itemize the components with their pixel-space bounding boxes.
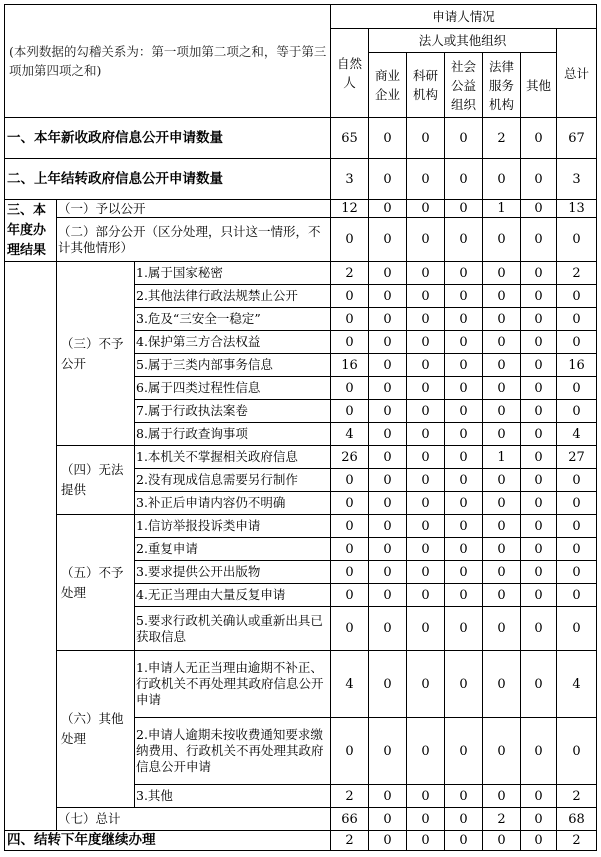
value-public-welfare: 0: [445, 785, 483, 808]
value-legal-service: 0: [483, 218, 521, 262]
value-business: 0: [369, 262, 407, 285]
value-research: 0: [407, 492, 445, 515]
value-other: 0: [521, 285, 557, 308]
value-business: 0: [369, 808, 407, 831]
value-legal-service: 0: [483, 308, 521, 331]
value-total: 16: [557, 354, 597, 377]
legal-group-header: 法人或其他组织: [369, 29, 557, 53]
table-row: [5, 218, 597, 262]
item-label: 1.信访举报投诉类申请: [135, 515, 331, 538]
item-label: 1.属于国家秘密: [135, 262, 331, 285]
value-natural-person: 0: [331, 469, 369, 492]
value-other: 0: [521, 331, 557, 354]
value-total: 4: [557, 651, 597, 718]
row-label: 二、上年结转政府信息公开申请数量: [5, 159, 331, 200]
value-natural-person: 0: [331, 377, 369, 400]
value-legal-service: 0: [483, 469, 521, 492]
section3-blank: [5, 262, 57, 831]
value-legal-service: 0: [483, 584, 521, 607]
value-research: 0: [407, 354, 445, 377]
value-business: 0: [369, 377, 407, 400]
table-row: [5, 515, 597, 538]
table-row: [5, 200, 597, 218]
col-header-other: 其他: [521, 53, 557, 118]
value-total: 0: [557, 584, 597, 607]
value-natural-person: 0: [331, 218, 369, 262]
value-public-welfare: 0: [445, 377, 483, 400]
value-public-welfare: 0: [445, 331, 483, 354]
value-total: 2: [557, 831, 597, 851]
applicant-info-header: 申请人情况: [331, 5, 597, 29]
value-natural-person: 0: [331, 538, 369, 561]
value-other: 0: [521, 446, 557, 469]
item-label: 8.属于行政查询事项: [135, 423, 331, 446]
value-public-welfare: 0: [445, 159, 483, 200]
value-public-welfare: 0: [445, 808, 483, 831]
value-legal-service: 0: [483, 561, 521, 584]
value-business: 0: [369, 515, 407, 538]
row-label: 四、结转下年度继续办理: [5, 831, 331, 851]
value-total: 4: [557, 423, 597, 446]
value-legal-service: 1: [483, 200, 521, 218]
value-business: 0: [369, 285, 407, 308]
value-natural-person: 66: [331, 808, 369, 831]
value-legal-service: 0: [483, 262, 521, 285]
value-other: 0: [521, 218, 557, 262]
value-public-welfare: 0: [445, 400, 483, 423]
value-research: 0: [407, 262, 445, 285]
value-research: 0: [407, 831, 445, 851]
table-row: [5, 118, 597, 159]
value-natural-person: 4: [331, 651, 369, 718]
value-legal-service: 0: [483, 515, 521, 538]
item-label: 1.申请人无正当理由逾期不补正、行政机关不再处理其政府信息公开申请: [135, 651, 331, 718]
value-public-welfare: 0: [445, 354, 483, 377]
value-business: 0: [369, 718, 407, 785]
table-row: [5, 159, 597, 200]
row-label: （七）总计: [57, 808, 331, 831]
value-research: 0: [407, 377, 445, 400]
value-business: 0: [369, 651, 407, 718]
value-total: 0: [557, 377, 597, 400]
value-other: 0: [521, 607, 557, 651]
value-legal-service: 0: [483, 354, 521, 377]
value-other: 0: [521, 354, 557, 377]
value-research: 0: [407, 285, 445, 308]
value-natural-person: 0: [331, 285, 369, 308]
value-total: 13: [557, 200, 597, 218]
value-research: 0: [407, 423, 445, 446]
value-public-welfare: 0: [445, 446, 483, 469]
value-legal-service: 0: [483, 285, 521, 308]
value-research: 0: [407, 400, 445, 423]
value-total: 0: [557, 218, 597, 262]
group-label: （五）不予处理: [57, 515, 135, 651]
value-business: 0: [369, 308, 407, 331]
value-public-welfare: 0: [445, 285, 483, 308]
value-natural-person: 4: [331, 423, 369, 446]
value-total: 0: [557, 718, 597, 785]
value-natural-person: 0: [331, 718, 369, 785]
value-public-welfare: 0: [445, 262, 483, 285]
col-header-legal-service: 法律服务机构: [483, 53, 521, 118]
value-natural-person: 0: [331, 584, 369, 607]
col-header-public-welfare: 社会公益组织: [445, 53, 483, 118]
value-other: 0: [521, 584, 557, 607]
value-research: 0: [407, 218, 445, 262]
natural-person-header: 自然人: [331, 29, 369, 118]
item-label: 4.无正当理由大量反复申请: [135, 584, 331, 607]
value-total: 0: [557, 607, 597, 651]
value-research: 0: [407, 561, 445, 584]
value-business: 0: [369, 118, 407, 159]
group-label: （三）不予公开: [57, 262, 135, 446]
value-business: 0: [369, 538, 407, 561]
value-research: 0: [407, 331, 445, 354]
value-natural-person: 0: [331, 331, 369, 354]
value-business: 0: [369, 446, 407, 469]
value-total: 68: [557, 808, 597, 831]
table-row: [5, 651, 597, 718]
item-label: 3.危及“三安全一稳定”: [135, 308, 331, 331]
value-business: 0: [369, 561, 407, 584]
value-total: 27: [557, 446, 597, 469]
value-other: 0: [521, 308, 557, 331]
value-other: 0: [521, 785, 557, 808]
value-natural-person: 0: [331, 607, 369, 651]
value-legal-service: 0: [483, 538, 521, 561]
value-total: 0: [557, 561, 597, 584]
disclosure-table: [4, 4, 597, 851]
value-public-welfare: 0: [445, 584, 483, 607]
value-legal-service: 0: [483, 718, 521, 785]
value-natural-person: 12: [331, 200, 369, 218]
value-other: 0: [521, 159, 557, 200]
value-other: 0: [521, 718, 557, 785]
value-public-welfare: 0: [445, 469, 483, 492]
value-public-welfare: 0: [445, 831, 483, 851]
group-label: （四）无法提供: [57, 446, 135, 515]
value-business: 0: [369, 354, 407, 377]
item-label: 3.要求提供公开出版物: [135, 561, 331, 584]
value-other: 0: [521, 118, 557, 159]
value-research: 0: [407, 785, 445, 808]
value-public-welfare: 0: [445, 218, 483, 262]
value-business: 0: [369, 159, 407, 200]
value-legal-service: 2: [483, 118, 521, 159]
value-business: 0: [369, 492, 407, 515]
item-label: 2.没有现成信息需要另行制作: [135, 469, 331, 492]
value-legal-service: 2: [483, 808, 521, 831]
item-label: 5.属于三类内部事务信息: [135, 354, 331, 377]
value-business: 0: [369, 831, 407, 851]
value-other: 0: [521, 400, 557, 423]
value-research: 0: [407, 718, 445, 785]
value-natural-person: 3: [331, 159, 369, 200]
value-public-welfare: 0: [445, 118, 483, 159]
value-legal-service: 0: [483, 377, 521, 400]
value-public-welfare: 0: [445, 308, 483, 331]
value-business: 0: [369, 200, 407, 218]
value-public-welfare: 0: [445, 538, 483, 561]
value-total: 67: [557, 118, 597, 159]
value-research: 0: [407, 584, 445, 607]
group-label: （六）其他处理: [57, 651, 135, 808]
item-label: 2.申请人逾期未按收费通知要求缴纳费用、行政机关不再处理其政府信息公开申请: [135, 718, 331, 785]
value-total: 0: [557, 538, 597, 561]
item-label: 3.补正后申请内容仍不明确: [135, 492, 331, 515]
value-public-welfare: 0: [445, 718, 483, 785]
value-legal-service: 0: [483, 785, 521, 808]
value-research: 0: [407, 118, 445, 159]
value-other: 0: [521, 538, 557, 561]
value-legal-service: 0: [483, 400, 521, 423]
value-total: 0: [557, 515, 597, 538]
value-public-welfare: 0: [445, 515, 483, 538]
value-public-welfare: 0: [445, 607, 483, 651]
value-public-welfare: 0: [445, 492, 483, 515]
value-other: 0: [521, 831, 557, 851]
value-legal-service: 0: [483, 331, 521, 354]
header-note: (本列数据的勾稽关系为：第一项加第二项之和，等于第三项加第四项之和): [5, 5, 331, 118]
col-header-business: 商业企业: [369, 53, 407, 118]
value-research: 0: [407, 200, 445, 218]
item-label: 4.保护第三方合法权益: [135, 331, 331, 354]
value-legal-service: 0: [483, 159, 521, 200]
section3-label: 三、本年度办理结果: [5, 200, 57, 262]
row-label: 一、本年新收政府信息公开申请数量: [5, 118, 331, 159]
table-row: [5, 831, 597, 851]
value-legal-service: 0: [483, 607, 521, 651]
value-public-welfare: 0: [445, 651, 483, 718]
table-row: [5, 446, 597, 469]
value-natural-person: 2: [331, 831, 369, 851]
item-label: 3.其他: [135, 785, 331, 808]
value-total: 0: [557, 331, 597, 354]
value-natural-person: 0: [331, 308, 369, 331]
value-total: 0: [557, 469, 597, 492]
value-business: 0: [369, 331, 407, 354]
value-legal-service: 0: [483, 651, 521, 718]
value-natural-person: 0: [331, 515, 369, 538]
value-research: 0: [407, 607, 445, 651]
value-research: 0: [407, 446, 445, 469]
item-label: 2.重复申请: [135, 538, 331, 561]
value-other: 0: [521, 651, 557, 718]
value-other: 0: [521, 262, 557, 285]
value-other: 0: [521, 469, 557, 492]
col-header-research: 科研机构: [407, 53, 445, 118]
value-public-welfare: 0: [445, 200, 483, 218]
value-natural-person: 2: [331, 785, 369, 808]
total-header: 总计: [557, 29, 597, 118]
value-public-welfare: 0: [445, 423, 483, 446]
value-business: 0: [369, 218, 407, 262]
value-total: 3: [557, 159, 597, 200]
value-business: 0: [369, 400, 407, 423]
value-total: 2: [557, 785, 597, 808]
value-other: 0: [521, 515, 557, 538]
value-natural-person: 16: [331, 354, 369, 377]
table-row: [5, 262, 597, 285]
value-legal-service: 0: [483, 423, 521, 446]
value-research: 0: [407, 469, 445, 492]
value-total: 0: [557, 400, 597, 423]
table-row: [5, 808, 597, 831]
value-natural-person: 2: [331, 262, 369, 285]
value-total: 2: [557, 262, 597, 285]
value-total: 0: [557, 285, 597, 308]
value-legal-service: 0: [483, 831, 521, 851]
value-research: 0: [407, 538, 445, 561]
value-natural-person: 0: [331, 400, 369, 423]
value-legal-service: 1: [483, 446, 521, 469]
value-research: 0: [407, 159, 445, 200]
value-research: 0: [407, 651, 445, 718]
item-label: 7.属于行政执法案卷: [135, 400, 331, 423]
value-business: 0: [369, 469, 407, 492]
value-natural-person: 26: [331, 446, 369, 469]
value-other: 0: [521, 808, 557, 831]
value-business: 0: [369, 607, 407, 651]
value-public-welfare: 0: [445, 561, 483, 584]
value-research: 0: [407, 515, 445, 538]
value-total: 0: [557, 308, 597, 331]
value-other: 0: [521, 377, 557, 400]
value-natural-person: 0: [331, 492, 369, 515]
value-natural-person: 0: [331, 561, 369, 584]
value-research: 0: [407, 808, 445, 831]
item-label: 6.属于四类过程性信息: [135, 377, 331, 400]
value-business: 0: [369, 785, 407, 808]
value-other: 0: [521, 423, 557, 446]
value-total: 0: [557, 492, 597, 515]
value-natural-person: 65: [331, 118, 369, 159]
value-other: 0: [521, 200, 557, 218]
item-label: 1.本机关不掌握相关政府信息: [135, 446, 331, 469]
value-legal-service: 0: [483, 492, 521, 515]
item-label: 2.其他法律行政法规禁止公开: [135, 285, 331, 308]
value-business: 0: [369, 584, 407, 607]
row-label: （一）予以公开: [57, 200, 331, 218]
value-other: 0: [521, 561, 557, 584]
value-research: 0: [407, 308, 445, 331]
row-label: （二）部分公开（区分处理，只计这一情形，不计其他情形）: [57, 218, 331, 262]
item-label: 5.要求行政机关确认或重新出具已获取信息: [135, 607, 331, 651]
value-other: 0: [521, 492, 557, 515]
value-business: 0: [369, 423, 407, 446]
